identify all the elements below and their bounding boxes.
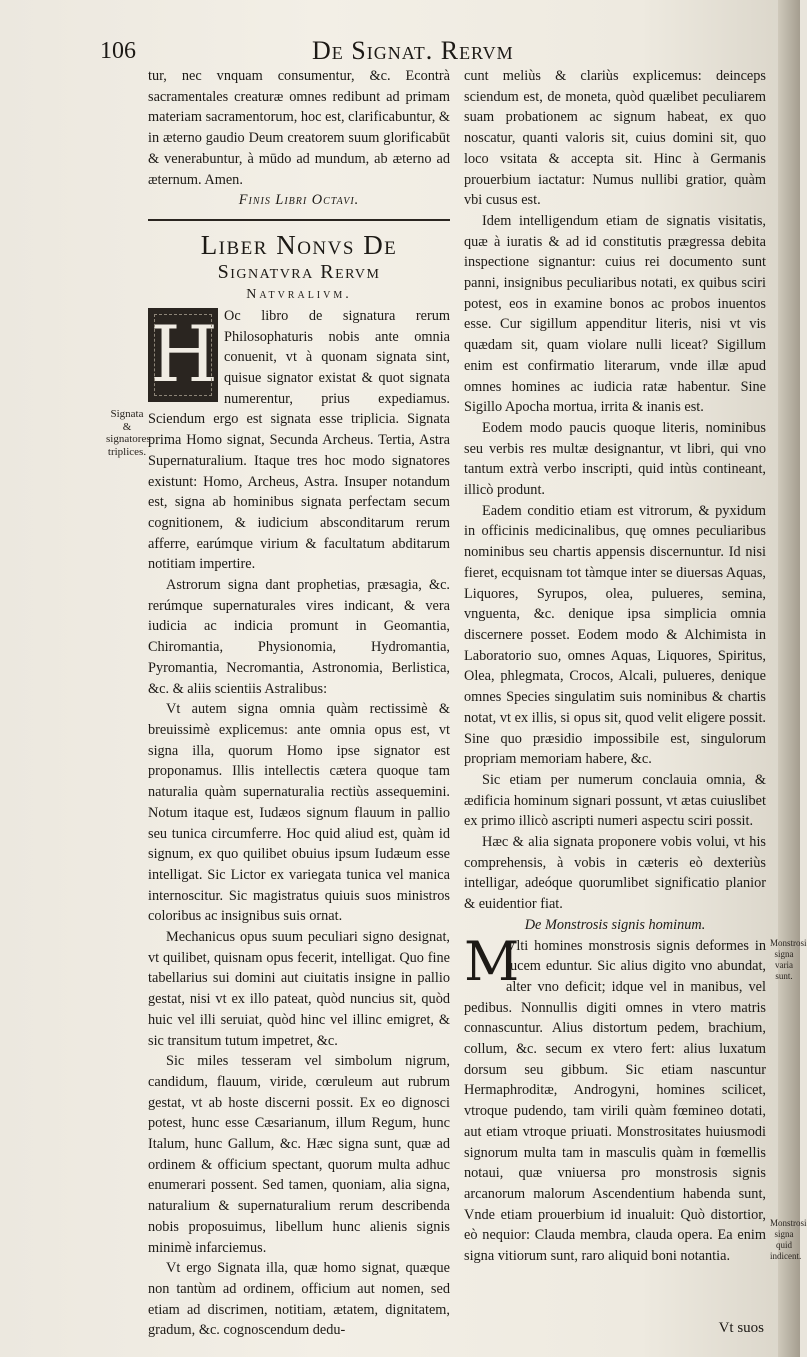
first-paragraph-block — [148, 306, 450, 575]
paragraph: Eodem modo paucis quoque literis, nominibus seu verbis res multæ designantur, vt libri, qui vno tantum extrà verbo inscripti, quid intùs contineant, illicò produnt. — [464, 419, 766, 499]
right-column — [464, 66, 766, 1267]
paragraph: Oc libro de signatura rerum Philosophaturis nobis ante omnia conuenit, vt à quonam signata sint, quisue signator existat & quot signata numerentur, prius expediamus. Sciendum ergo est signata esse triplicia. Signata prima Homo signat, Secunda Archeus. Tertia, Astra Supernaturalium. Itaque tres hoc modo signatores existunt: Homo, Archeus, Astra. Insuper notandum est, signa ab hominibus signata perfectam secum cognitionem, & iudicium absconditarum rerum afferre, earúmque virium & facultatum abditarum notitiam impertire. — [148, 307, 450, 573]
paragraph: Astrorum signa dant prophetias, præsagia, &c. rerúmque supernaturales vires indicant, & vera iudicia ac indicia promunt in Geomantia, Chiromantia, Physionomia, Hydromantia, Pyromantia, Necromantia, Astronomia, Berlistica, &c. & aliis scientiis Astralibus: — [148, 577, 450, 697]
running-head: De Signat. Rervm — [312, 36, 514, 65]
margin-note-right-1: Monstrosi signa varia sunt. — [770, 938, 807, 981]
finis-line: Finis Libri Octavi. — [238, 192, 360, 209]
page-header — [0, 36, 800, 68]
paragraph: Hæc & alia signata proponere vobis volui, vt his comprehensis, à vobis in cæteris eò dexteriùs intelligar, adeóque quorumlibet significatio planior & euidentior fiat. — [464, 834, 766, 913]
paragraph: Idem intelligendum etiam de signatis visitatis, quæ à iuratis & ad id constitutis prægressa debita inspectione signantur: cuius rei documento sunt panni, insignibus peculiaribus notati, ex quibus sciri potest, eos in examine bonos ac probos inuentos esse. Cur sigillum appenditur literis, nisi vt vis quædam sit, quam violare nulli liceat? Sigillum enim est confirmatio literarum, vnde illæ apud omnes homines ac iudicia ratæ habentur. Sine Sigillo Apocha mortua, irrita & inanis est. — [464, 212, 766, 416]
paragraph: Sic miles tesseram vel simbolum nigrum, candidum, flauum, viride, cœruleum aut rubrum gestat, vt ab hoste discerni possit. Ex eo dignosci potest, hunc esse Cæsarianum, illum Regum, hunc Italum, hunc Gallum, &c. Hæc signa sunt, quæ ad ordinem & officium spectant, quorum multa adhuc enumerari possent. Sed tamen, quoniam, alia signa, naturalium & supernaturalium rerum describenda nobis proposuimus, libellum hunc alienis signis minimè infarciemus. — [148, 1053, 450, 1256]
initial-letter: M — [464, 929, 520, 993]
decorated-initial: H — [150, 309, 219, 400]
paragraph: Vt ergo Signata illa, quæ homo signat, quæque non tantùm ad ordinem, officium aut nomen, sed etiam ad discrimen, notitiam, ætatem, dignitatem, gradum, &c. cognoscendum dedu- — [148, 1260, 450, 1339]
paragraph: Mechanicus opus suum peculiari signo designat, vt quilibet, quisnam opus fecerit, intelligat. Quo fine tabellarius sui domini aut ciuitatis insigne in pallio gestat, nisi vt ex illo pateat, quòd nuncius sit, quòd huic vel illi seruiat, quòd hinc vel illinc emigret, & sic transitum tutum impetret, &c. — [148, 929, 450, 1049]
book-subtitle-2: Natvralivm. — [246, 286, 352, 302]
paragraph: Sic etiam per numerum conclauia omnia, & ædificia hominum signari possunt, vt ætas cuiuslibet ex primo illicò ascripti numeri aspectu sciri possit. — [464, 771, 766, 830]
paragraph: Vt autem signa omnia quàm rectissimè & breuissimè explicemus: ante omnia opus est, vt signa illa, quorum Homo ipse signator est proponamus. Illis intellectis cætera quoque tam naturalia quàm supernaturalia rectiùs assequemini. Notum itaque est, Iudæos signum flauum in pallio seu tunica circumferre. Hoc quid aliud est, quàm id signum, ex quo quilibet obuius ipsum Iudæum esse intelligat. Sic Lictor ex variegata tunica vel manica internoscitur. Sic magistratus quiuis suos ministros coloribus ac insignibus suis ornat. — [148, 701, 450, 925]
paragraph: cunt meliùs & clariùs explicemus: deinceps sciendum est, de moneta, quòd quælibet peculiarem suam probationem ac signum habeat, ex quo noscatur, quanti valoris sit, cuius domini sit, quo loco vsitata & accepta sit. Hinc à Germanis prouerbium iactatur: Numus nullibi gratior, quàm vbi cusus est. — [464, 68, 766, 209]
paragraph: Eadem conditio etiam est vitrorum, & pyxidum in officinis medicinalibus, quę omnes peculiaribus nominibus seu chartis appensis discernuntur. Id nisi fieret, ecquisnam tot tàmque inter se diuersas Aquas, Liquores, Syrupos, olea, pulueres, semina, vnguenta, &c. denique ipsa simplicia omnia discernere posset. Eodem modo & Alchimista in Laboratorio suo, omnes Aquas, Liquores, Spiritus, Olea, phlegmata, Crocos, Alcali, pulueres, denique omnes Species singulatim suis nominibus & chartis notat, vt ex illis, si opus sit, quod velit eligere possit. Sine quo præsidio impossibile est, singulorum propriam memoriam habere, &c. — [464, 502, 766, 768]
section-title: De Monstrosis signis hominum. — [524, 916, 706, 933]
book-title: Liber Nonvs De — [200, 229, 398, 260]
paragraph: Vlti homines monstrosis signis deformes in lucem eduntur. Sic alius digito vno abundat, alter vno deficit; idque vel in manibus, vel pedibus. Nonnullis digiti omnes in vtero matris connascuntur. Alius distortum pedem, brachium, collum, &c. secum ex vtero fert: alius luxatum dorsum seu gibbum. Sic etiam nascuntur Hermaphroditæ, Androgyni, homines scilicet, vtroque pudendo, tam virili quàm fœmineo dotati, aut etiam vtroque priuati. Monstrositates huiusmodi signorum multa tam in masculis quàm in fœmellis notaui, quæ vniuersa pro monstrosis signis arcanorum malorum Ascendentium habenda sunt, Vnde etiam prouerbium id inualuit: Quò distortior, eò nequior: Clauda membra, clauda opera. Ea enim signa vitiorum sunt, raro aliquid boni notantia. — [464, 937, 766, 1265]
margin-note-left: Signata & signatores triplices. — [106, 408, 151, 458]
left-column — [148, 66, 450, 1341]
monstrosis-paragraph-block — [464, 929, 766, 1267]
margin-note-right-2: Monstrosi signa quid indicent. — [770, 1218, 807, 1261]
opening-paragraph: tur, nec vnquam consumentur, &c. Econtrà sacramentales creaturæ omnes redibunt ad primam materiam sacramentorum, hoc est, clarificabuntur, & in æterno gaudio Deum creatorem suum glorificabūt & venerabuntur, à mūdo ad mundum, ab æterno ad æternum. Amen. — [148, 68, 450, 188]
divider-rule — [148, 219, 450, 221]
page-gutter — [778, 0, 800, 1357]
book-subtitle: Signatvra Rervm — [217, 260, 381, 283]
page-number: 106 — [100, 38, 136, 64]
catchword: Vt suos — [718, 1320, 764, 1336]
